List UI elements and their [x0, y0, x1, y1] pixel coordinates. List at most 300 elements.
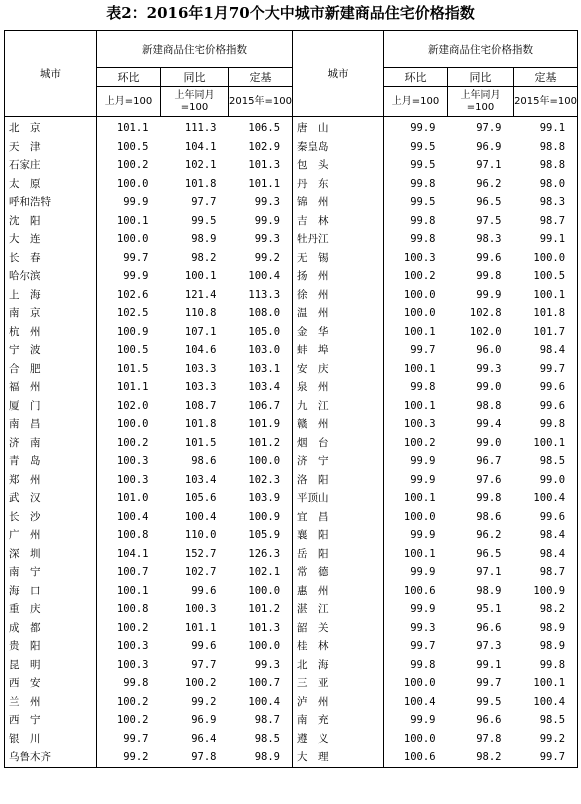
left-city-cell: 广 州 [5, 526, 97, 545]
right-city-cell: 吉 林 [293, 212, 384, 231]
right-yoy-cell: 96.5 [476, 547, 502, 560]
right-city-cell: 大 理 [293, 748, 384, 767]
left-city-cell: 天 津 [5, 138, 97, 157]
right-mom-cell: 99.8 [384, 656, 448, 675]
table-row [5, 378, 578, 397]
col-header-yoy-right: 同比 [448, 68, 514, 87]
table-row [5, 117, 578, 138]
left-yoy-cell: 97.7 [191, 196, 217, 209]
right-city-cell: 扬 州 [293, 267, 384, 286]
city-header-left: 城市 [5, 31, 97, 117]
col-header-base-left: 定基 [229, 68, 293, 87]
left-base-cell: 101.2 [248, 436, 281, 449]
left-yoy-cell: 99.6 [191, 640, 217, 653]
table-row [5, 563, 578, 582]
right-city-cell: 常 德 [293, 563, 384, 582]
left-city-cell: 海 口 [5, 582, 97, 601]
right-yoy-cell: 97.1 [476, 159, 502, 172]
right-base-cell: 100.1 [514, 674, 578, 693]
left-yoy-cell: 96.9 [191, 714, 217, 727]
left-city-cell: 重 庆 [5, 600, 97, 619]
left-base-cell: 101.9 [248, 418, 281, 431]
table-row [5, 711, 578, 730]
right-city-cell: 惠 州 [293, 582, 384, 601]
left-mom-cell: 100.4 [97, 508, 161, 527]
city-header-right: 城市 [293, 31, 384, 117]
left-mom-cell: 100.0 [97, 230, 161, 249]
right-city-cell: 三 亚 [293, 674, 384, 693]
right-yoy-cell: 97.5 [476, 214, 502, 227]
table-body [5, 117, 578, 768]
left-city-cell: 郑 州 [5, 471, 97, 490]
right-base-cell: 99.1 [514, 117, 578, 138]
left-city-cell: 上 海 [5, 286, 97, 305]
right-mom-cell: 100.1 [384, 323, 448, 342]
left-yoy-cell: 103.3 [184, 381, 217, 394]
right-yoy-cell: 96.6 [476, 714, 502, 727]
right-mom-cell: 100.6 [384, 582, 448, 601]
left-mom-cell: 100.3 [97, 637, 161, 656]
right-base-cell: 98.8 [514, 138, 578, 157]
right-base-cell: 98.4 [514, 545, 578, 564]
left-base-cell: 101.3 [248, 621, 281, 634]
left-city-cell: 贵 阳 [5, 637, 97, 656]
right-mom-cell: 99.5 [384, 156, 448, 175]
left-yoy-cell: 101.8 [184, 418, 217, 431]
right-city-cell: 丹 东 [293, 175, 384, 194]
right-city-cell: 秦皇岛 [293, 138, 384, 157]
left-base-cell: 99.3 [254, 658, 281, 671]
left-mom-cell: 99.7 [97, 249, 161, 268]
right-base-cell: 101.8 [514, 304, 578, 323]
right-city-cell: 南 充 [293, 711, 384, 730]
left-mom-cell: 99.2 [97, 748, 161, 767]
left-mom-cell: 101.1 [97, 378, 161, 397]
left-city-cell: 南 宁 [5, 563, 97, 582]
right-mom-cell: 99.8 [384, 378, 448, 397]
left-city-cell: 宁 波 [5, 341, 97, 360]
table-row [5, 175, 578, 194]
left-city-cell: 武 汉 [5, 489, 97, 508]
right-mom-cell: 100.0 [384, 304, 448, 323]
right-mom-cell: 99.9 [384, 711, 448, 730]
left-base-cell: 100.0 [248, 584, 281, 597]
left-yoy-cell: 108.7 [184, 399, 217, 412]
left-mom-cell: 100.0 [97, 415, 161, 434]
left-city-cell: 兰 州 [5, 693, 97, 712]
right-yoy-cell: 98.3 [476, 233, 502, 246]
right-mom-cell: 100.1 [384, 360, 448, 379]
left-city-cell: 昆 明 [5, 656, 97, 675]
base-label-base-left: 2015年=100 [229, 87, 293, 117]
col-header-yoy-left: 同比 [161, 68, 229, 87]
left-city-cell: 成 都 [5, 619, 97, 638]
left-base-cell: 126.3 [248, 547, 281, 560]
left-yoy-cell: 98.2 [191, 251, 217, 264]
left-yoy-cell: 101.5 [184, 436, 217, 449]
right-yoy-cell: 96.7 [476, 455, 502, 468]
left-mom-cell: 100.0 [97, 175, 161, 194]
right-yoy-cell: 98.6 [476, 510, 502, 523]
right-mom-cell: 99.9 [384, 563, 448, 582]
right-city-cell: 包 头 [293, 156, 384, 175]
left-base-cell: 105.0 [248, 325, 281, 338]
table-row [5, 323, 578, 342]
right-base-cell: 98.0 [514, 175, 578, 194]
right-mom-cell: 99.8 [384, 212, 448, 231]
right-yoy-cell: 96.5 [476, 196, 502, 209]
right-base-cell: 99.8 [514, 415, 578, 434]
left-base-cell: 101.1 [248, 177, 281, 190]
left-city-cell: 杭 州 [5, 323, 97, 342]
left-mom-cell: 100.8 [97, 526, 161, 545]
right-yoy-cell: 97.6 [476, 473, 502, 486]
left-base-cell: 113.3 [248, 288, 281, 301]
right-base-cell: 99.7 [514, 360, 578, 379]
left-yoy-cell: 110.0 [184, 529, 217, 542]
right-mom-cell: 99.9 [384, 117, 448, 138]
left-yoy-cell: 104.1 [184, 140, 217, 153]
right-yoy-cell: 96.2 [476, 177, 502, 190]
left-base-cell: 103.9 [248, 492, 281, 505]
left-yoy-cell: 104.6 [184, 344, 217, 357]
left-mom-cell: 100.1 [97, 582, 161, 601]
left-yoy-cell: 100.4 [184, 510, 217, 523]
left-base-cell: 106.5 [248, 122, 281, 135]
right-base-cell: 98.4 [514, 341, 578, 360]
right-city-cell: 徐 州 [293, 286, 384, 305]
right-mom-cell: 100.0 [384, 508, 448, 527]
right-mom-cell: 99.5 [384, 193, 448, 212]
left-city-cell: 济 南 [5, 434, 97, 453]
right-mom-cell: 99.3 [384, 619, 448, 638]
left-yoy-cell: 110.8 [184, 307, 217, 320]
right-city-cell: 烟 台 [293, 434, 384, 453]
table-row [5, 489, 578, 508]
right-city-cell: 洛 阳 [293, 471, 384, 490]
col-header-mom-left: 环比 [97, 68, 161, 87]
left-mom-cell: 100.5 [97, 341, 161, 360]
right-city-cell: 遵 义 [293, 730, 384, 749]
left-yoy-cell: 102.1 [184, 159, 217, 172]
right-yoy-cell: 99.0 [476, 381, 502, 394]
right-city-cell: 济 宁 [293, 452, 384, 471]
left-base-cell: 103.4 [248, 381, 281, 394]
right-city-cell: 九 江 [293, 397, 384, 416]
right-mom-cell: 100.0 [384, 730, 448, 749]
table-row [5, 286, 578, 305]
left-base-cell: 105.9 [248, 529, 281, 542]
table-title: 表2：2016年1月70个大中城市新建商品住宅价格指数 [106, 4, 475, 22]
right-city-cell: 襄 阳 [293, 526, 384, 545]
left-base-cell: 101.2 [248, 603, 281, 616]
left-yoy-cell: 101.1 [184, 621, 217, 634]
left-mom-cell: 100.2 [97, 711, 161, 730]
base-label-yoy-left: 上年同月=100 [161, 87, 229, 117]
left-city-cell: 深 圳 [5, 545, 97, 564]
left-yoy-cell: 100.2 [184, 677, 217, 690]
base-label-base-right: 2015年=100 [514, 87, 578, 117]
right-base-cell: 98.9 [514, 619, 578, 638]
right-mom-cell: 100.1 [384, 545, 448, 564]
right-city-cell: 温 州 [293, 304, 384, 323]
right-yoy-cell: 99.0 [476, 436, 502, 449]
left-yoy-cell: 96.4 [191, 732, 217, 745]
right-city-cell: 北 海 [293, 656, 384, 675]
table-row [5, 434, 578, 453]
left-city-cell: 银 川 [5, 730, 97, 749]
left-yoy-cell: 101.8 [184, 177, 217, 190]
right-mom-cell: 99.7 [384, 637, 448, 656]
right-base-cell: 98.9 [514, 637, 578, 656]
right-base-cell: 98.7 [514, 563, 578, 582]
left-base-cell: 99.9 [254, 214, 281, 227]
col-header-mom-right: 环比 [384, 68, 448, 87]
left-mom-cell: 99.9 [97, 193, 161, 212]
left-city-cell: 合 肥 [5, 360, 97, 379]
right-mom-cell: 100.2 [384, 434, 448, 453]
right-mom-cell: 100.6 [384, 748, 448, 767]
left-mom-cell: 102.0 [97, 397, 161, 416]
left-yoy-cell: 107.1 [184, 325, 217, 338]
right-city-cell: 桂 林 [293, 637, 384, 656]
left-mom-cell: 99.9 [97, 267, 161, 286]
left-mom-cell: 100.3 [97, 452, 161, 471]
left-yoy-cell: 99.2 [191, 695, 217, 708]
right-yoy-cell: 99.9 [476, 288, 502, 301]
left-city-cell: 呼和浩特 [5, 193, 97, 212]
right-mom-cell: 99.8 [384, 230, 448, 249]
left-city-cell: 西 宁 [5, 711, 97, 730]
right-base-cell: 100.4 [514, 489, 578, 508]
left-base-cell: 99.2 [254, 251, 281, 264]
right-city-cell: 唐 山 [293, 117, 384, 138]
table-row [5, 748, 578, 767]
right-yoy-cell: 99.1 [476, 658, 502, 671]
right-yoy-cell: 99.8 [476, 492, 502, 505]
right-base-cell: 100.5 [514, 267, 578, 286]
right-yoy-cell: 97.8 [476, 732, 502, 745]
left-base-cell: 100.7 [248, 677, 281, 690]
left-mom-cell: 101.5 [97, 360, 161, 379]
left-yoy-cell: 97.7 [191, 658, 217, 671]
right-city-cell: 韶 关 [293, 619, 384, 638]
right-yoy-cell: 96.2 [476, 529, 502, 542]
right-city-cell: 安 庆 [293, 360, 384, 379]
left-city-cell: 长 沙 [5, 508, 97, 527]
base-label-mom-left: 上月=100 [97, 87, 161, 117]
left-mom-cell: 100.7 [97, 563, 161, 582]
left-yoy-cell: 103.4 [184, 473, 217, 486]
left-mom-cell: 100.2 [97, 693, 161, 712]
left-yoy-cell: 97.8 [161, 748, 229, 767]
left-yoy-cell: 98.9 [191, 233, 217, 246]
left-city-cell: 石家庄 [5, 156, 97, 175]
table-row [5, 138, 578, 157]
left-mom-cell: 100.2 [97, 156, 161, 175]
left-mom-cell: 100.8 [97, 600, 161, 619]
table-row [5, 508, 578, 527]
table-row [5, 600, 578, 619]
right-city-cell: 赣 州 [293, 415, 384, 434]
right-base-cell: 98.2 [514, 600, 578, 619]
left-mom-cell: 100.2 [97, 619, 161, 638]
left-mom-cell: 101.1 [97, 117, 161, 138]
table-row [5, 415, 578, 434]
left-base-cell: 100.4 [248, 270, 281, 283]
right-city-cell: 锦 州 [293, 193, 384, 212]
right-mom-cell: 100.2 [384, 267, 448, 286]
table-row [5, 471, 578, 490]
table-row [5, 619, 578, 638]
right-city-cell: 牡丹江 [293, 230, 384, 249]
left-base-cell: 100.0 [248, 455, 281, 468]
right-city-cell: 湛 江 [293, 600, 384, 619]
table-row [5, 156, 578, 175]
right-base-cell: 99.6 [514, 397, 578, 416]
right-base-cell: 99.7 [514, 748, 578, 767]
right-city-cell: 泉 州 [293, 378, 384, 397]
right-base-cell: 99.2 [514, 730, 578, 749]
right-base-cell: 100.9 [514, 582, 578, 601]
right-yoy-cell: 96.6 [476, 621, 502, 634]
left-base-cell: 99.3 [254, 196, 281, 209]
table-row [5, 452, 578, 471]
left-city-cell: 青 岛 [5, 452, 97, 471]
table-row [5, 730, 578, 749]
right-base-cell: 99.0 [514, 471, 578, 490]
left-base-cell: 99.3 [254, 233, 281, 246]
left-yoy-cell: 98.6 [191, 455, 217, 468]
left-mom-cell: 99.8 [97, 674, 161, 693]
right-mom-cell: 99.9 [384, 471, 448, 490]
right-yoy-cell: 96.9 [476, 140, 502, 153]
left-mom-cell: 100.3 [97, 471, 161, 490]
table-row [5, 397, 578, 416]
left-mom-cell: 100.3 [97, 656, 161, 675]
left-yoy-cell: 121.4 [184, 288, 217, 301]
table-row [5, 674, 578, 693]
left-base-cell: 100.0 [248, 640, 281, 653]
table-row [5, 193, 578, 212]
left-mom-cell: 101.0 [97, 489, 161, 508]
right-base-cell: 98.5 [514, 711, 578, 730]
right-city-cell: 蚌 埠 [293, 341, 384, 360]
left-city-cell: 福 州 [5, 378, 97, 397]
table-row [5, 267, 578, 286]
left-yoy-cell: 99.5 [191, 214, 217, 227]
right-yoy-cell: 98.8 [476, 399, 502, 412]
right-yoy-cell: 95.1 [476, 603, 502, 616]
left-mom-cell: 100.2 [97, 434, 161, 453]
table-row [5, 656, 578, 675]
left-city-cell: 北 京 [5, 117, 97, 138]
right-yoy-cell: 96.0 [476, 344, 502, 357]
left-mom-cell: 102.5 [97, 304, 161, 323]
left-city-cell: 西 安 [5, 674, 97, 693]
left-mom-cell: 100.9 [97, 323, 161, 342]
right-mom-cell: 100.4 [384, 693, 448, 712]
right-base-cell: 98.8 [514, 156, 578, 175]
right-mom-cell: 99.9 [384, 526, 448, 545]
table-row [5, 341, 578, 360]
right-base-cell: 99.8 [514, 656, 578, 675]
right-base-cell: 100.0 [514, 249, 578, 268]
left-base-cell: 101.3 [248, 159, 281, 172]
left-city-cell: 长 春 [5, 249, 97, 268]
left-base-cell: 108.0 [248, 307, 281, 320]
right-city-cell: 平顶山 [293, 489, 384, 508]
left-base-cell: 100.9 [248, 510, 281, 523]
left-yoy-cell: 100.1 [184, 270, 217, 283]
left-yoy-cell: 103.3 [184, 362, 217, 375]
table-row [5, 526, 578, 545]
table-row [5, 545, 578, 564]
right-city-cell: 无 锡 [293, 249, 384, 268]
right-mom-cell: 99.7 [384, 341, 448, 360]
left-base-cell: 103.0 [248, 344, 281, 357]
right-city-cell: 金 华 [293, 323, 384, 342]
right-yoy-cell: 99.4 [476, 418, 502, 431]
price-index-table [4, 30, 578, 768]
table-row [5, 249, 578, 268]
left-base-cell: 102.1 [248, 566, 281, 579]
right-city-cell: 宜 昌 [293, 508, 384, 527]
left-city-cell: 厦 门 [5, 397, 97, 416]
right-base-cell: 98.7 [514, 212, 578, 231]
right-yoy-cell: 99.7 [476, 677, 502, 690]
left-yoy-cell: 105.6 [184, 492, 217, 505]
index-group-header-left: 新建商品住宅价格指数 [97, 31, 293, 68]
left-base-cell: 106.7 [248, 399, 281, 412]
left-yoy-cell: 100.3 [184, 603, 217, 616]
left-mom-cell: 100.5 [97, 138, 161, 157]
left-mom-cell: 99.7 [97, 730, 161, 749]
table-row [5, 304, 578, 323]
right-yoy-cell: 99.3 [476, 362, 502, 375]
right-yoy-cell: 97.9 [476, 122, 502, 135]
right-city-cell: 岳 阳 [293, 545, 384, 564]
table-row [5, 637, 578, 656]
left-base-cell: 103.1 [248, 362, 281, 375]
right-yoy-cell: 97.3 [476, 640, 502, 653]
right-base-cell: 100.1 [514, 286, 578, 305]
right-base-cell: 101.7 [514, 323, 578, 342]
right-yoy-cell: 99.5 [476, 695, 502, 708]
left-base-cell: 98.7 [254, 714, 281, 727]
left-city-cell: 大 连 [5, 230, 97, 249]
right-base-cell: 98.5 [514, 452, 578, 471]
base-label-mom-right: 上月=100 [384, 87, 448, 117]
col-header-base-right: 定基 [514, 68, 578, 87]
table-row [5, 360, 578, 379]
table-row [5, 693, 578, 712]
right-yoy-cell: 102.0 [469, 325, 502, 338]
right-yoy-cell: 99.8 [476, 270, 502, 283]
left-base-cell: 102.3 [248, 473, 281, 486]
right-base-cell: 100.4 [514, 693, 578, 712]
left-base-cell: 98.9 [229, 748, 293, 767]
right-base-cell: 98.3 [514, 193, 578, 212]
right-mom-cell: 99.9 [384, 600, 448, 619]
left-yoy-cell: 102.7 [184, 566, 217, 579]
left-city-cell: 乌鲁木齐 [5, 748, 97, 767]
right-base-cell: 99.6 [514, 508, 578, 527]
right-mom-cell: 100.0 [384, 286, 448, 305]
right-yoy-cell: 102.8 [469, 307, 502, 320]
right-base-cell: 99.6 [514, 378, 578, 397]
right-mom-cell: 100.3 [384, 415, 448, 434]
